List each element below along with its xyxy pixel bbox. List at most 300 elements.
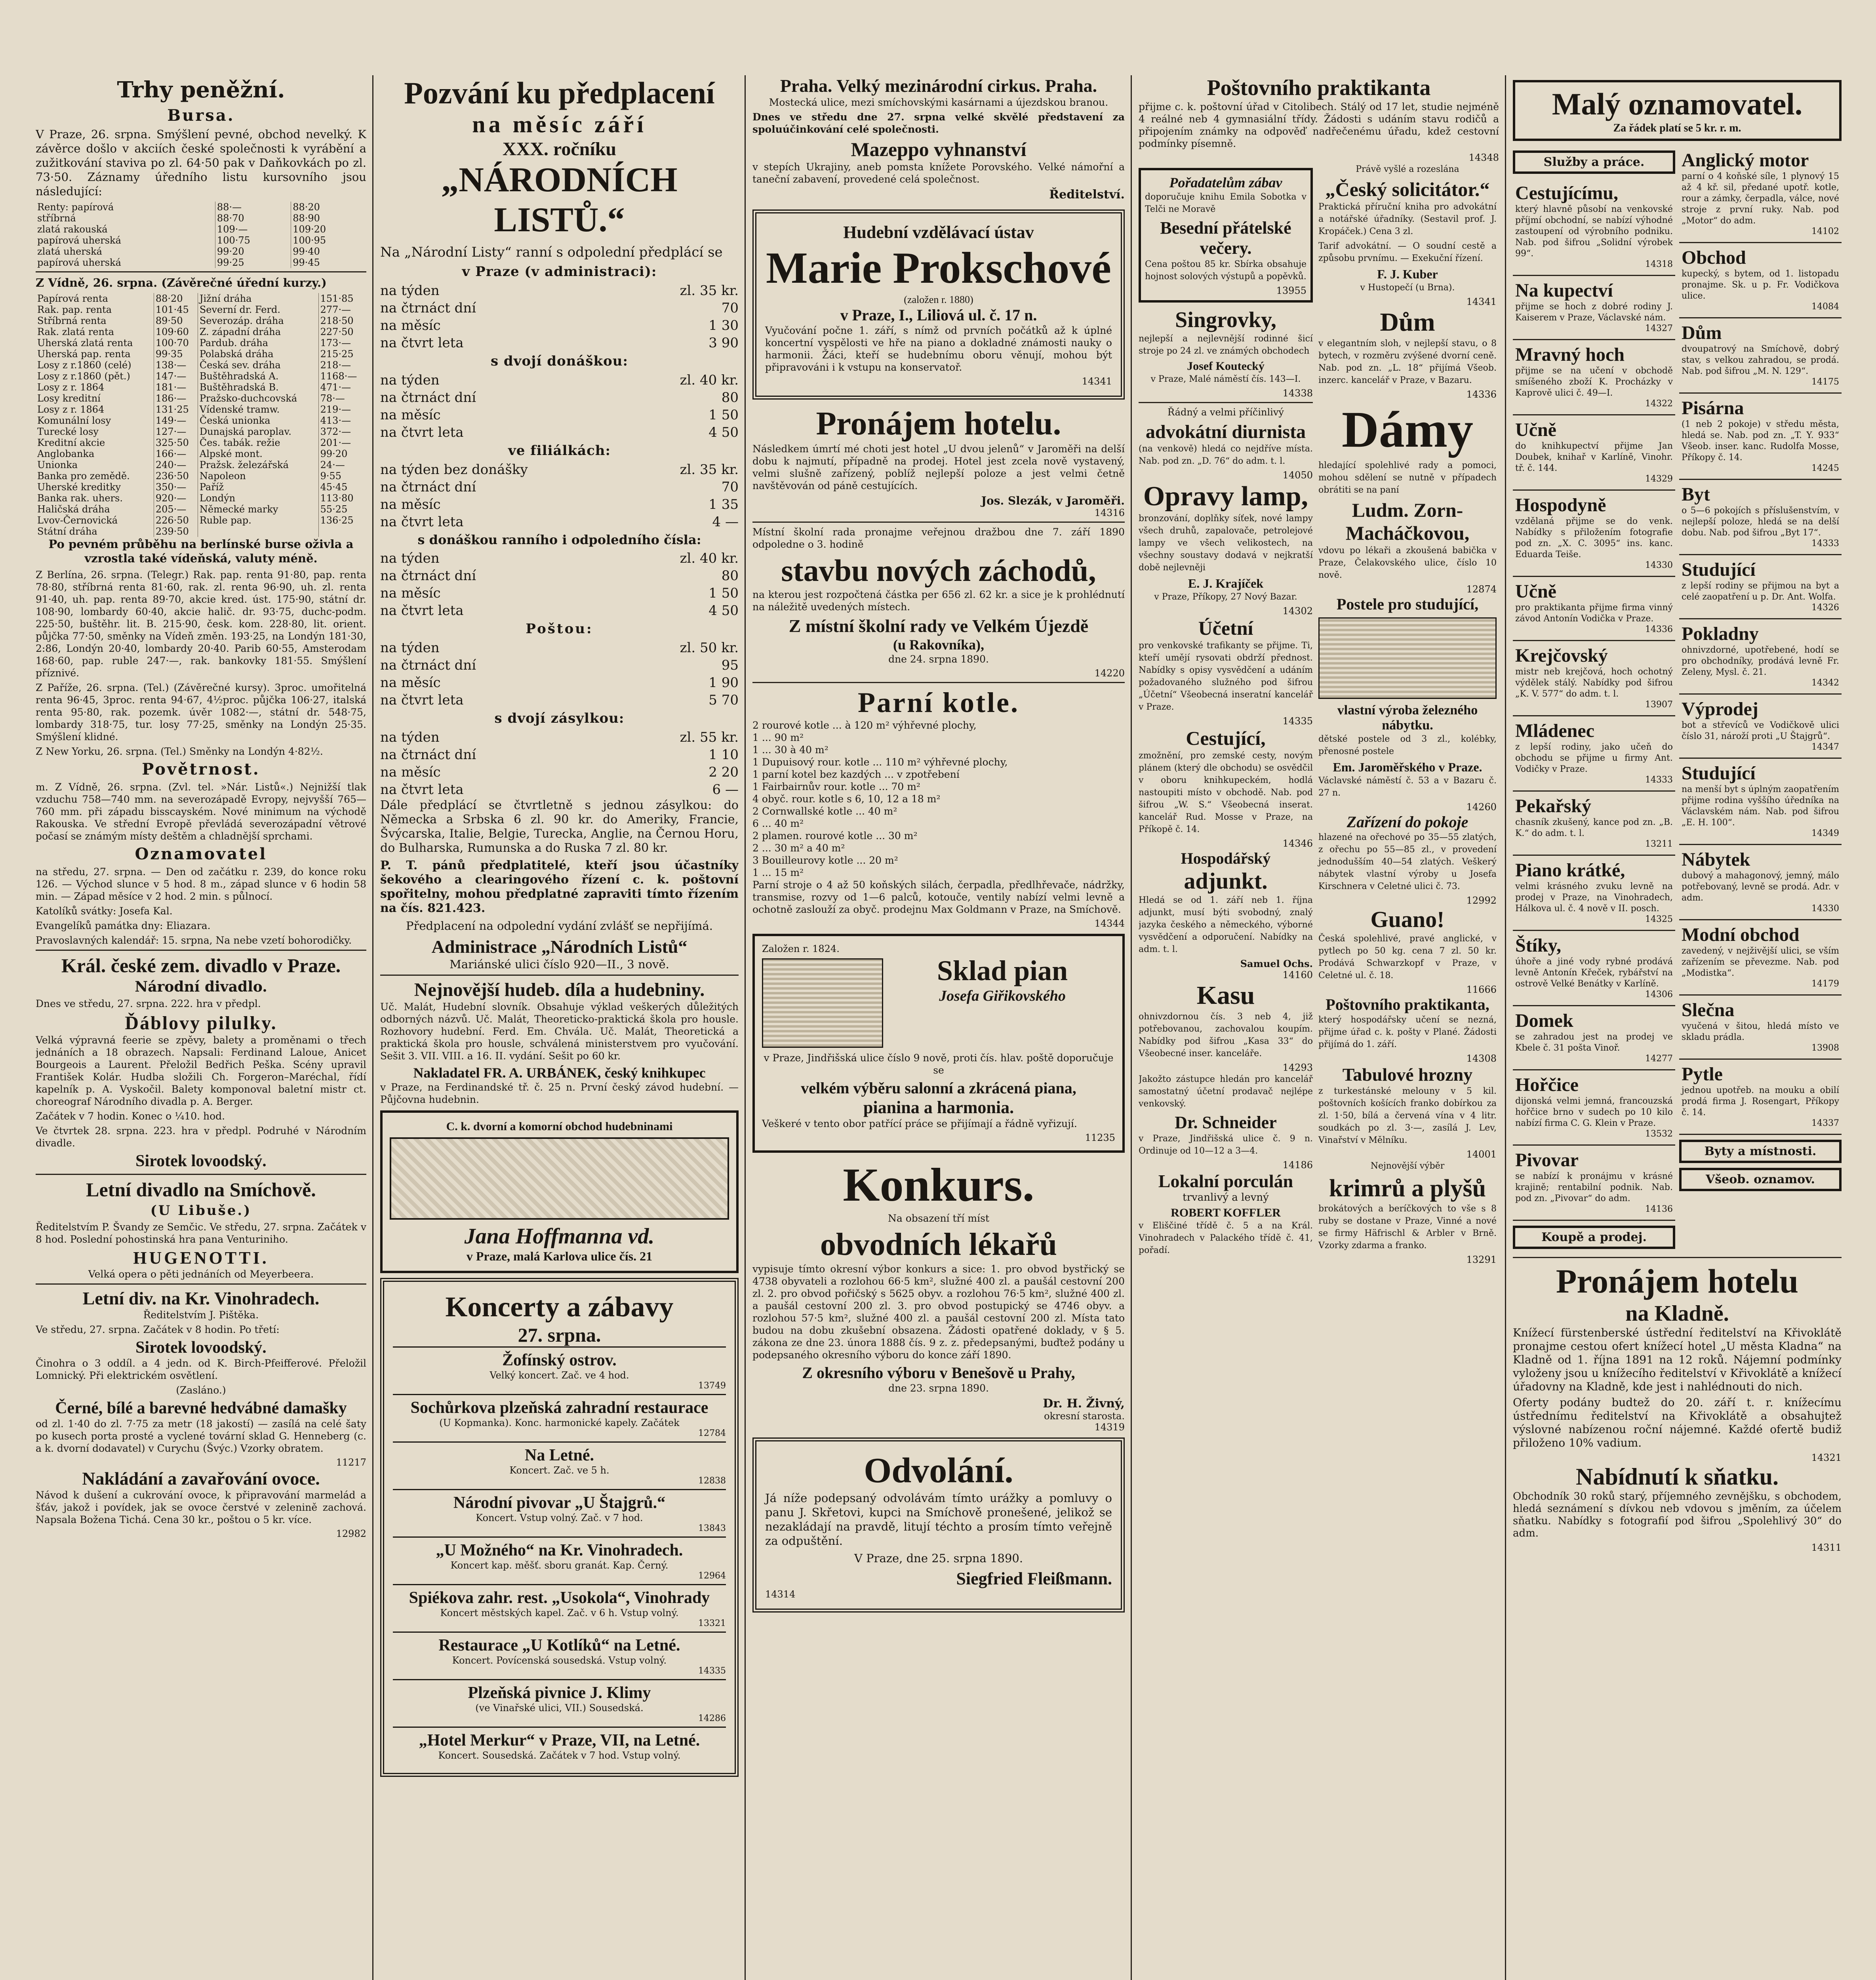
zachod-date: dne 24. srpna 1890. xyxy=(888,653,989,665)
price-value: 70 xyxy=(721,300,739,316)
oznam-text: na středu, 27. srpna. — Den od začátku r. 239, do konce roku 126. — Východ slunce v 5 hod. 8 m., západ slunce v 6 hodin 58 min. — Západ měsíce v 2 hod. 2 min. s půlnocí. xyxy=(36,866,366,902)
price-value: 1 35 xyxy=(708,497,739,512)
classified-text: přijme se na učení v obchodě smíšeného zboží K. Procházky v Kaprově ulici č. 49—I. xyxy=(1515,366,1673,398)
table-cell: Česká sev. dráha xyxy=(198,360,318,371)
piano-ad xyxy=(752,934,1125,1153)
divider xyxy=(380,975,739,976)
berlin-text: Z Berlína, 26. srpna. (Telegr.) Rak. pap. renta 91·80, pap. renta 78·80, stříbrná renta 81·60, rak. zl. renta 96·90, uh. zl. renta 91·40, uh. pap. renta 89·70, akcie kred. úst. 175·90, státní dr. 108·90, lombardy 60·40, akcie halič. dr. 93·75, duchc-podm. 225·50, buštěhr. lit. B. 215·90, česk. kom. 228·80, lit. orient. půjčka 77·50, směnky na Vídeň změn. 193·25, na Londýn 181·30, 2:86, Londýn 20·40, lombardy 20·40. Parib 60·55, Amsterodam 168·60, pap. ruble 247·—, rak. bankovky 181·55. Smýšlení příznivé. xyxy=(36,569,366,679)
classified-ad xyxy=(1679,920,1842,996)
concert-detail: Koncert. Zač. ve 5 h. xyxy=(509,1465,609,1476)
hudebni-ad xyxy=(752,209,1125,400)
lekar-pre: Na obsazení tří míst xyxy=(888,1213,990,1224)
kasa-text: ohnivzdornou čís. 3 neb 4, již potřebovanou, zachovalou koupím. Nabídky pod šifrou „Kasa 33“ do Všeobecné inser. kanceláře. xyxy=(1139,1012,1313,1059)
price-value: 1 10 xyxy=(708,747,739,763)
price-label: na čtvrt leta xyxy=(380,425,464,440)
solicitor-signature: F. J. Kuber xyxy=(1377,267,1438,281)
nakladani-heading: Nakládání a zavařování ovoce. xyxy=(82,1468,320,1489)
table-cell: 226·50 xyxy=(154,515,198,526)
table-row xyxy=(36,326,366,337)
table-cell: 173·— xyxy=(318,337,366,348)
classified-ad xyxy=(1513,1146,1675,1221)
classified-number: 14330 xyxy=(1645,560,1673,570)
price-value: 80 xyxy=(721,390,739,406)
lokal-text: trvanlivý a levný xyxy=(1183,1192,1269,1203)
price-value: 70 xyxy=(721,479,739,495)
table-row xyxy=(36,470,366,482)
concert-number: 14286 xyxy=(698,1713,726,1723)
table-cell: 55·25 xyxy=(318,504,366,515)
singrovky-signature: Josef Koutecký xyxy=(1187,360,1265,373)
price-label: na čtrnáct dní xyxy=(380,747,476,763)
hoffmann-name: Jana Hoffmanna vd. xyxy=(464,1224,655,1249)
cestujici-number: 14346 xyxy=(1282,838,1313,849)
parni-heading: Parní kotle. xyxy=(858,687,1019,718)
tabulove-heading: Tabulové hrozny xyxy=(1342,1064,1473,1085)
price-value: 1 50 xyxy=(708,585,739,601)
newyork-text: Z New Yorku, 26. srpna. (Tel.) Směnky na Londýn 4·82½. xyxy=(36,746,323,757)
classified-ad xyxy=(1513,340,1675,415)
table-cell: Unionka xyxy=(37,459,78,470)
table-row xyxy=(36,337,366,348)
table-row xyxy=(36,315,366,326)
table-cell: 325·50 xyxy=(154,437,198,448)
price-row xyxy=(380,299,739,317)
krimr-heading: krimrů a plyšů xyxy=(1329,1175,1486,1202)
concerts-date: 27. srpna. xyxy=(518,1324,601,1346)
bed-picture-icon xyxy=(1318,617,1497,699)
table-cell: 99·45 xyxy=(291,257,366,268)
table-row xyxy=(36,348,366,360)
classified-heading: Piano krátké, xyxy=(1515,860,1625,881)
piano-picture-icon xyxy=(762,958,883,1048)
kladno-heading: Pronájem hotelu xyxy=(1556,1262,1799,1300)
silk-heading: Černé, bílé a barevné hedvábné damašky xyxy=(55,1399,347,1417)
price-label: na měsíc xyxy=(380,497,441,512)
damy-text: hledající spolehlivé rady a pomoci, mohou sdělení se nutně v případech obrátiti se na paní xyxy=(1318,461,1497,495)
table-cell: 218·50 xyxy=(318,315,366,326)
classified-number: 14349 xyxy=(1811,828,1839,838)
classified-number: 14245 xyxy=(1811,463,1839,473)
classified-heading: Učně xyxy=(1515,419,1556,440)
hospodar-text: Hledá se od 1. září neb 1. října adjunkt, musí býti svobodný, znalý jazyka českého a německého, výborné vysvědčení a odporučení. Nabídky na adm. t. l. xyxy=(1139,895,1313,954)
classified-text: z lepší rodiny se přijmou na byt a celé zaopatření u p. Dr. Ant. Wolfa. xyxy=(1682,581,1839,602)
table-cell: Rak. pap. renta xyxy=(37,304,112,315)
hudebni-text: Vyučování počne 1. září, s nímž od prvních počátků až k úplné koncertní vyspělosti ve hře na piano a dokladné známosti nauky o harmonii. Žáci, kteří se hudebnímu oboru věnují, mohou být připravováni i k vstupu na konservatoř. xyxy=(765,325,1112,373)
concerts-box xyxy=(380,1278,739,1777)
concert-entry xyxy=(393,1394,726,1441)
zarizeni-number: 12992 xyxy=(1466,895,1497,906)
table-cell: Jižní dráha xyxy=(198,293,318,304)
list-item: 1 Fairbairnův rour. kotle ... 70 m² xyxy=(752,781,920,792)
sluzby-label: Služby a práce. xyxy=(1543,155,1645,169)
classified-text: zavedený, v nejživější ulici, se vším zařízením se převezme. Nab. pod „Modistka“. xyxy=(1682,946,1839,978)
table-cell: 236·50 xyxy=(154,470,198,482)
schneider-heading: Dr. Schneider xyxy=(1175,1113,1277,1132)
lekar-name: Dr. H. Živný, xyxy=(1043,1397,1125,1411)
column-rule xyxy=(372,75,373,1980)
urbanek-text: v Praze, na Ferdinandské tř. č. 25 n. První český závod hudební. — Půjčovna hudebnin. xyxy=(380,1081,739,1105)
table-row xyxy=(36,393,366,404)
list-item: 1 parní kotel bez kazdých ... v zpotřebení xyxy=(752,769,960,780)
dvoji2-heading: s dvojí zásylkou: xyxy=(494,710,625,726)
table-cell: Londýn xyxy=(198,493,318,504)
guano-heading: Guano! xyxy=(1370,906,1445,932)
col4-right xyxy=(1318,163,1497,1265)
byty-tag xyxy=(1679,1140,1842,1163)
classified-text: který hlavně působí na venkovské příjmí obchodní, se nabízí výhodné zastoupení od výrobního podniku. Nab. pod šifrou „Solidní výrobek 99“. xyxy=(1515,204,1673,259)
praktik-text: přijme c. k. poštovní úřad v Citolibech. Stálý od 17 let, studie nejméně 4 reálné neb 4 gymnasiální třídy. Žádosti s udáním stavu rodičů a připojením známky na odpověď nadřečenému úřadu, kdež cestovní podmínky písemně. xyxy=(1139,101,1499,149)
uloha-text: Jakožto zástupce hledán pro kancelář samostatný účetní prodavač nejlépe venkovský. xyxy=(1139,1074,1313,1109)
concert-entry xyxy=(393,1632,726,1679)
table-cell: 136·25 xyxy=(318,515,366,526)
price-value: 1 30 xyxy=(708,318,739,333)
weather-text: m. Z Vídně, 26. srpna. (Zvl. tel. »Nár. Listů«.) Nejnižší tlak vzduchu 758—740 mm. na severozápadě Evropy, nejvyšší 765—760 mm. při západu bisscayském. Nové minimum na východě Rakouska. Ve střední Evropě převládá severozápadní větrové počasí se známým místy deštěm a chladnější sprchami. xyxy=(36,781,366,842)
oznam-heading: Oznamovatel xyxy=(135,845,267,863)
table-cell: Státní dráha xyxy=(37,526,97,537)
price-value: 1 90 xyxy=(708,675,739,691)
classified-heading: Pisárna xyxy=(1682,398,1744,419)
table-row xyxy=(36,382,366,393)
concert-number: 13749 xyxy=(698,1381,726,1391)
table-cell: Uherská pap. renta xyxy=(37,348,131,360)
table-cell xyxy=(198,526,318,537)
hoffmann-seal-icon xyxy=(390,1137,729,1220)
classified-number: 14347 xyxy=(1811,742,1839,752)
table-cell: Renty: papírová xyxy=(37,202,114,213)
list-item: 2 Cornwallské kotle ... 40 m² xyxy=(752,805,897,817)
divider xyxy=(36,271,366,272)
table-cell: Polabská dráha xyxy=(198,348,318,360)
concert-entry xyxy=(393,1679,726,1727)
admin-address: Mariánské ulici číslo 920—II., 3 nově. xyxy=(449,958,669,971)
ranni-prices xyxy=(380,550,739,619)
classified-ad xyxy=(1513,276,1675,340)
table-cell: Anglobanka xyxy=(37,448,95,459)
piano-text: v Praze, Jindřišská ulice číslo 9 nově, proti čís. hlav. poště doporučuje se xyxy=(764,1052,1114,1076)
vseob-tag xyxy=(1679,1168,1842,1191)
zarizeni-text: hlazené na ořechové po 35—55 zlatých, z ořechu po 55—85 zl., v provedení jednodušším 40—54 zlatých. Veškerý nábytek vlastní výroby u Josefa Kirschnera v Celetné ulici č. 73. xyxy=(1318,832,1497,891)
divider xyxy=(1139,402,1313,403)
smichov-heading: Letní divadlo na Smíchově. xyxy=(86,1178,316,1201)
zeleznou-number: 14260 xyxy=(1466,802,1497,813)
postou-heading: Poštou: xyxy=(526,621,593,637)
filialky-prices xyxy=(380,461,739,531)
list-item: 3 Bouilleurovy kotle ... 20 m² xyxy=(752,855,898,866)
theatre-heading: Král. české zem. divadlo v Praze. xyxy=(61,954,341,977)
vienna-table xyxy=(36,293,366,537)
hudebni-est: (založen r. 1880) xyxy=(904,294,973,305)
classified-number: 14327 xyxy=(1645,324,1673,333)
classified-number: 13211 xyxy=(1645,839,1673,849)
table-row xyxy=(36,202,366,213)
postou-prices xyxy=(380,639,739,709)
piano-number: 11235 xyxy=(1085,1132,1115,1143)
table-cell: 99·35 xyxy=(154,348,198,360)
hospodar-pre: Hospodářský xyxy=(1181,849,1271,867)
price-label: na týden xyxy=(380,640,440,656)
lekar-role: okresní starosta. xyxy=(1044,1411,1125,1422)
classified-heading: Obchod xyxy=(1682,247,1746,268)
list-item: 6 ... 40 m² xyxy=(752,818,804,829)
praha-heading: v Praze (v administraci): xyxy=(462,264,657,280)
table-row xyxy=(36,224,366,235)
classified-ad xyxy=(1513,716,1675,792)
table-cell xyxy=(318,526,366,537)
concert-number: 12784 xyxy=(698,1428,726,1438)
table-cell: Uherská zlatá renta xyxy=(37,337,133,348)
kladno-text: Knížecí fürstenberské ústřední ředitelství na Křivoklátě pronajme cestou ofert knížecí hotel „U města Kladna“ na Kladně od 1. října 1891 na 12 roků. Nájemní podmínky vyloženy jsou u knížecího ředitelství v Křivoklátě a knížecí úřadovny na Kladně, kde jest i nahlédnouti do nich. xyxy=(1513,1326,1842,1393)
snatek-heading: Nabídnutí k sňatku. xyxy=(1576,1464,1779,1490)
lekar-text: vypisuje tímto okresní výbor konkurs a sice: 1. pro obvod bystřický se 4738 obyvateli a rozlohou 66·5 km², služné 400 zl. a paušál cestovní 200 zl. 2. pro obvod pořičský s 5625 obyv. a rozlohou 76·5 km², služné 400 zl. a paušál cestovní 200 zl. 3. pro obvod postupický se 4746 obyv. a rozlohou 57·5 km², služné 400 zl. a paušál cestovní 200 zl. Místa tato budou na dobu zkušební obsazena. Žádosti opatřené doklady, v § 5. zákona ze dne 23. února 1888 čís. 9 z. z. předepsanými, buďtež podány u podepsaného okresního výboru do konce září 1890. xyxy=(752,1263,1125,1361)
classified-heading: Pokladny xyxy=(1682,623,1759,644)
concert-detail: Koncert. Sousedská. Začátek v 7 hod. Vstup volný. xyxy=(438,1750,681,1761)
classifieds-right xyxy=(1679,146,1842,1254)
classified-number: 14342 xyxy=(1811,678,1839,688)
classified-ad xyxy=(1679,146,1842,243)
table-cell: Uherské kreditky xyxy=(37,482,121,493)
price-row xyxy=(380,567,739,584)
price-row xyxy=(380,746,739,763)
table-row xyxy=(36,448,366,459)
poradatelem-heading: Pořadatelům zábav xyxy=(1169,175,1282,190)
table-cell: Komunální losy xyxy=(37,415,111,426)
concert-name: Sochůrkova plzeňská zahradní restaurace xyxy=(410,1399,708,1417)
damy-number: 12874 xyxy=(1466,584,1497,595)
concert-name: Plzeňská pivnice J. Klimy xyxy=(468,1684,651,1702)
koupe-tag xyxy=(1513,1226,1675,1249)
classified-heading: Učně xyxy=(1515,581,1556,602)
advokat-text: (na venkově) hledá co nejdříve místa. Nab. pod zn. „D. 76“ do adm. t. l. xyxy=(1139,444,1313,466)
table-cell: 181·— xyxy=(154,382,198,393)
classified-text: z lepší rodiny, jako učeň do obchodu se přijme u firmy Ant. Vodičky v Praze. xyxy=(1515,742,1673,774)
price-row xyxy=(380,729,739,746)
table-cell: 88·90 xyxy=(291,213,366,224)
subscription-intro: Na „Národní Listy“ ranní s odpolední předplácí se xyxy=(380,244,723,260)
praktik-heading: Poštovního praktikanta xyxy=(1207,76,1431,100)
table-row xyxy=(36,493,366,504)
zeleznou-signature: Em. Jaroměřského v Praze. xyxy=(1333,760,1482,774)
lekar-date: dne 23. srpna 1890. xyxy=(888,1382,989,1394)
concert-detail: (U Kopmanka). Konc. harmonické kapely. Začátek xyxy=(439,1417,680,1428)
classified-heading: Slečna xyxy=(1682,1000,1735,1020)
solicitor-pre: Právě vyšlé a rozeslána xyxy=(1356,164,1459,174)
table-row xyxy=(36,293,366,304)
schneider-text: v Praze, Jindřišská ulice č. 9 n. Ordinuje od 10—12 a 3—4. xyxy=(1139,1134,1313,1156)
table-cell: 99·20 xyxy=(318,448,366,459)
concert-entry xyxy=(393,1489,726,1536)
koupe-label: Koupě a prodej. xyxy=(1541,1230,1647,1244)
table-cell: 88·20 xyxy=(154,293,198,304)
table-cell: Papírová renta xyxy=(37,293,108,304)
price-value: 4 — xyxy=(712,514,739,530)
classified-number: 14084 xyxy=(1811,302,1839,312)
piano-text-3: Veškeré v tento obor patřící práce se přijímají a řádně vyřizují. xyxy=(762,1118,1077,1129)
table-cell: 88·20 xyxy=(291,202,366,213)
rente-table xyxy=(36,202,366,268)
advokat-heading: advokátní diurnista xyxy=(1145,421,1306,442)
price-label: na měsíc xyxy=(380,764,441,780)
zachod-sub: (u Rakovníka), xyxy=(893,637,985,653)
table-cell: 166·— xyxy=(154,448,198,459)
sirotek2-text: Činohra o 3 oddíl. a 4 jedn. od K. Birch-Pfeifferové. Přeložil Lomnický. Při elektrickém osvětlení. xyxy=(36,1357,366,1381)
table-cell: Losy z r. 1864 xyxy=(37,404,105,415)
praha-prices xyxy=(380,282,739,352)
concert-name: „Hotel Merkur“ v Praze, VII, na Letné. xyxy=(419,1731,700,1750)
circus-text-2: v stepích Ukrajiny, aneb pomsta knížete Porovského. Velké námořní a taneční zabavení, provedené celá společnost. xyxy=(752,161,1125,185)
concert-name: Národní pivovar „U Štajgrů.“ xyxy=(453,1494,666,1512)
classified-number: 13908 xyxy=(1811,1043,1839,1053)
table-cell: 413·— xyxy=(318,415,366,426)
table-row xyxy=(36,459,366,470)
table-cell: Losy z r. 1864 xyxy=(37,382,105,393)
classified-number: 13907 xyxy=(1645,700,1673,710)
play-title: Ďáblovy pilulky. xyxy=(125,1013,277,1034)
classified-heading: Domek xyxy=(1515,1010,1573,1031)
classified-number: 14179 xyxy=(1811,979,1839,989)
hudebni-heading: Hudební vzdělávací ústav xyxy=(843,223,1034,242)
classified-number: 14330 xyxy=(1811,904,1839,914)
piano-big: velkém výběru salonní a zkrácená piana, xyxy=(801,1079,1076,1097)
table-cell: 9·55 xyxy=(318,470,366,482)
classified-text: dubový a mahagonový, jemný, málo potřebovaný, levně se prodá. Adr. v adm. xyxy=(1682,871,1839,903)
tabulove-text: z turkestánské melouny v 5 kil. poštovních košících franko dobírkou za zl. 1·50, bílá a červená vína v 4 litr. soudkách po zl. 3·—, zasílá J. Lev, Vinařství v Mělníku. xyxy=(1318,1086,1497,1145)
price-row xyxy=(380,317,739,334)
hospodar-signature: Samuel Ochs. xyxy=(1240,958,1313,969)
classified-number: 14337 xyxy=(1811,1118,1839,1128)
list-item: 1 ... 15 m² xyxy=(752,867,804,878)
classified-text: pro praktikanta přijme firma vinný závod Antonín Vodička v Praze. xyxy=(1515,603,1673,624)
table-cell: 1168·— xyxy=(318,371,366,382)
table-cell: 149·— xyxy=(154,415,198,426)
table-cell: 88·— xyxy=(215,202,291,213)
table-cell: 45·45 xyxy=(318,482,366,493)
classified-text: vyučená v šitou, hledá místo ve skladu prádla. xyxy=(1682,1021,1839,1042)
price-value: 6 — xyxy=(712,782,739,798)
poradatelem-ad xyxy=(1139,168,1313,303)
hugenotti-title: HUGENOTTI. xyxy=(133,1248,269,1268)
list-item: 1 Dupuisový rour. kotle ... 110 m² výhřevné plochy, xyxy=(752,756,1008,768)
price-label: na čtrnáct dní xyxy=(380,479,476,495)
table-cell: 215·25 xyxy=(318,348,366,360)
price-row xyxy=(380,282,739,299)
circus-text: Dnes ve středu dne 27. srpna velké skvělé představení za spoluúčinkování celé společnosti. xyxy=(752,111,1125,135)
concert-number: 13843 xyxy=(698,1523,726,1533)
classified-number: 14102 xyxy=(1811,227,1839,236)
table-row xyxy=(36,426,366,437)
table-cell: Losy kreditní xyxy=(37,393,101,404)
byty-label: Byty a místnosti. xyxy=(1704,1144,1817,1158)
table-cell: 350·— xyxy=(154,482,198,493)
concert-number: 12964 xyxy=(698,1571,726,1581)
price-row xyxy=(380,424,739,441)
singrovky-address: v Praze, Malé náměstí čís. 143—I. xyxy=(1150,374,1301,384)
list-item: 2 rourové kotle ... à 120 m² výhřevné plochy, xyxy=(752,720,977,731)
classified-text: dijonská velmi jemná, francouzská hořčice brno v sudech po 10 kilo nabízí firma C. G. Klein v Praze. xyxy=(1515,1096,1673,1128)
classified-ad xyxy=(1513,1006,1675,1070)
price-row xyxy=(380,461,739,478)
zeleznou-address: Václavské náměstí č. 53 a v Bazaru č. 27 n. xyxy=(1318,776,1497,798)
column-finance xyxy=(36,75,366,1980)
table-row xyxy=(36,246,366,257)
piano-heading: Sklad pian xyxy=(937,955,1068,986)
table-cell: 89·50 xyxy=(154,315,198,326)
table-cell: 471·— xyxy=(318,382,366,393)
ucetni-number: 14335 xyxy=(1282,716,1313,727)
table-cell: Ruble pap. xyxy=(198,515,318,526)
classified-number: 14306 xyxy=(1645,990,1673,1000)
hoffmann-heading: C. k. dvorní a komorní obchod hudebninami xyxy=(446,1120,673,1133)
besedni-heading: Besední přátelské večery. xyxy=(1160,218,1291,258)
play-times: Začátek v 7 hodin. Konec o ¼10. hod. xyxy=(36,1110,225,1122)
concert-name: Spiékova zahr. rest. „Usokola“, Vinohrady xyxy=(409,1589,710,1607)
column-subscription xyxy=(380,75,739,1980)
classified-heading: Cestujícímu, xyxy=(1515,183,1618,204)
concert-name: Restaurace „U Kotlíků“ na Letné. xyxy=(438,1636,680,1654)
zachod-signature: Z místní školní rady ve Velkém Újezdě xyxy=(788,616,1089,636)
table-cell: Pražsk. železářská xyxy=(198,459,318,470)
table-cell: 219·— xyxy=(318,404,366,415)
table-cell: 372·— xyxy=(318,426,366,437)
table-cell: 78·— xyxy=(318,393,366,404)
singrovky-text: nejlepší a nejlevnější rodinné šicí stroje po 24 zl. ve známých obchodech xyxy=(1139,334,1313,356)
table-cell: Buštěhradská B. xyxy=(198,382,318,393)
subscription-title-3: XXX. ročníku xyxy=(502,139,617,160)
dvoji-prices xyxy=(380,371,739,441)
price-value: 4 50 xyxy=(708,603,739,619)
advokat-number: 14050 xyxy=(1282,470,1313,481)
odvolani-date: V Praze, dne 25. srpna 1890. xyxy=(854,1552,1023,1565)
concerts-heading: Koncerty a zábavy xyxy=(445,1291,674,1323)
concert-number: 12838 xyxy=(698,1476,726,1486)
zachod-number: 14220 xyxy=(1094,668,1125,679)
table-cell: Losy z r.1860 (celé) xyxy=(37,360,131,371)
classified-text: dvoupatrový na Smíchově, dobrý stav, s velkou zahradou, se prodá. Nab. pod šifrou „M. N. 129“. xyxy=(1682,344,1839,376)
damy-heading: Dámy xyxy=(1341,401,1474,458)
kasa-number: 14293 xyxy=(1282,1062,1313,1073)
concert-detail: Koncert. Povícenská sousedská. Vstup volný. xyxy=(452,1655,667,1666)
vinohrady-sub: Ředitelstvím J. Pištěka. xyxy=(143,1309,259,1321)
hospodar-number: 14160 xyxy=(1282,969,1313,980)
list-item: 2 plamen. rourové kotle ... 30 m² xyxy=(752,830,918,842)
price-label: na čtrnáct dní xyxy=(380,300,476,316)
table-cell: Z. západní dráha xyxy=(198,326,318,337)
zachod-text: na kterou jest rozpočtená částka per 656 zl. 62 kr. a sice je k prohlédnutí na náležitě uvedených místech. xyxy=(752,589,1125,613)
concert-detail: Koncert. Vstup volný. Zač. v 7 hod. xyxy=(476,1512,643,1523)
classified-ad xyxy=(1679,480,1842,555)
list-item: 2 ... 30 m² a 40 m² xyxy=(752,842,845,854)
praktik2-heading: Poštovního praktikanta, xyxy=(1326,996,1489,1013)
classified-ad xyxy=(1513,1070,1675,1146)
table-cell: 127·— xyxy=(154,426,198,437)
price-label: na týden xyxy=(380,729,440,745)
table-cell: Rak. zlatá renta xyxy=(37,326,114,337)
table-cell: Dunajská paroplav. xyxy=(198,426,318,437)
classified-text: jednou upotřeb. na mouku a obilí prodá firma J. Rosengart, Příkopy č. 14. xyxy=(1682,1085,1839,1118)
list-item: 1 ... 30 à 40 m² xyxy=(752,744,828,756)
right-ads xyxy=(1679,146,1842,1135)
pronajem-text: Následkem úmrtí mé choti jest hotel „U dvou jelenů“ v Jaroměři na delší dobu k najmutí, případně na prodej. Hotel jest zcela nově vystavený, velmi slušně zařízený, poblíž nejlepší poloze a jest velmi četně navštěvován od páně cestujících. xyxy=(752,443,1125,491)
divider xyxy=(752,522,1125,523)
table-row xyxy=(36,213,366,224)
dum-text: v elegantním sloh, v nejlepší stavu, o 8 bytech, v rozměru zvýšené dvorní ceně. Nab. pod zn. „L. 18“ přijímá Všeob. inzerc. kancelář v Praze, v Bazaru. xyxy=(1318,339,1497,385)
besedni-text: Cena poštou 85 kr. Sbírka obsahuje hojnost solových výstupů a popěvků. xyxy=(1145,259,1307,282)
mazeppa-title: Mazeppo vyhnanství xyxy=(851,138,1027,160)
subscription-title-4: „NÁRODNÍCH LISTŮ.“ xyxy=(441,161,678,239)
classified-ad xyxy=(1513,577,1675,641)
classified-heading: Na kupectví xyxy=(1515,280,1613,301)
price-value: 1 50 xyxy=(708,407,739,423)
burse-intro: V Praze, 26. srpna. Smýšlení pevné, obchod nevelký. K závěrce došlo v akciích české společnosti k vyrábění a zužitkování staviva po zl. 64·50 pak v Daňkovkách po zl. 73·50. Záznamy úředního listu kursovního jsou následující: xyxy=(36,128,366,198)
